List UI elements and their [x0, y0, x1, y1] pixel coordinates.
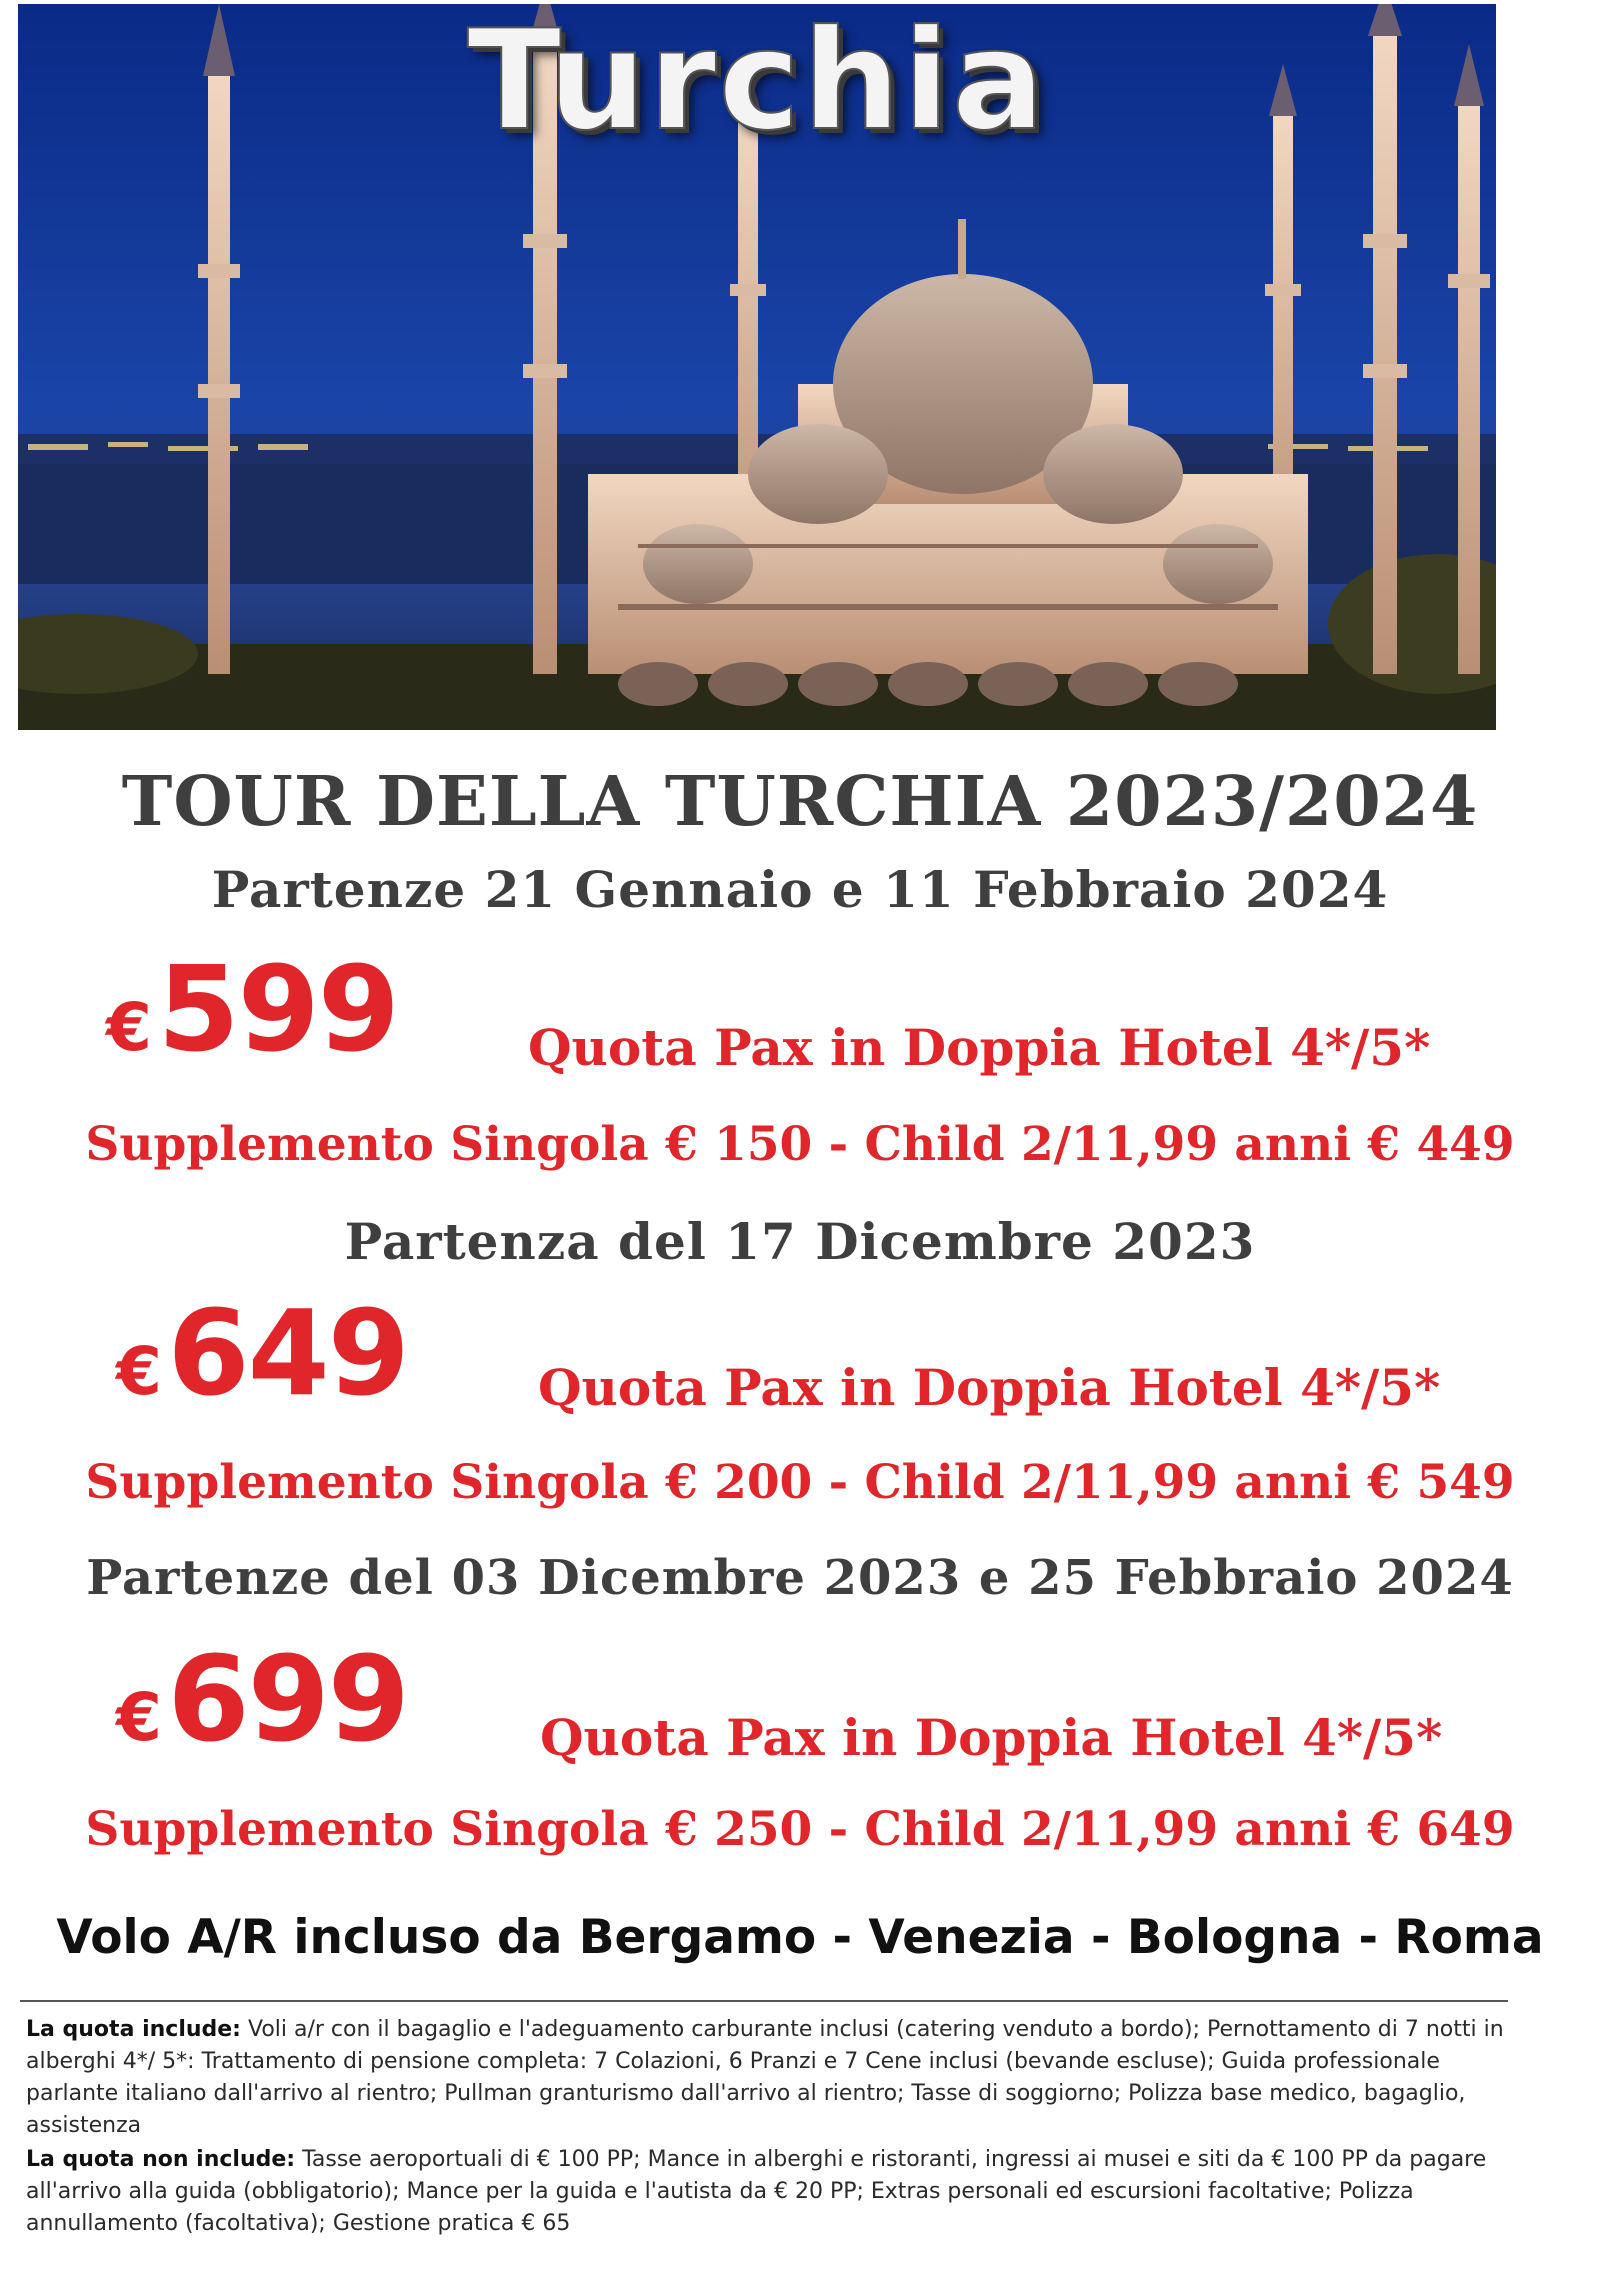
excludes-text: Tasse aeroportuali di € 100 PP; Mance in alberghi e ristoranti, ingressi ai musei e siti da € 100 PP da pagare all'arrivo alla guida (obbligatorio); Mance per la guida e l'autista da € 20 PP; Extras personali ed escursioni facoltative; Polizza annullamento (facoltativa); Gestione pratica € 65: [26, 2147, 1487, 2236]
excludes-label: La quota non include:: [26, 2147, 296, 2172]
offer-3-price-row: [0, 1630, 1600, 1770]
offer-1-currency: €: [106, 989, 152, 1066]
offer-2-departure: Partenza del 17 Dicembre 2023: [344, 1212, 1256, 1271]
hero-title: Turchia: [467, 4, 1047, 161]
offer-3-price: [116, 1630, 408, 1768]
hero-image: [18, 4, 1496, 730]
offer-1-amount: 599: [157, 940, 398, 1078]
divider: [20, 2000, 1508, 2002]
includes-label: La quota include:: [26, 2017, 241, 2042]
terms-notes: [26, 2014, 1516, 2242]
tour-title: TOUR DELLA TURCHIA 2023/2024: [121, 762, 1479, 842]
includes-paragraph: [26, 2014, 1516, 2142]
offer-3-supplement: Supplemento Singola € 250 - Child 2/11,99 anni € 649: [85, 1802, 1515, 1857]
offer-2-price: [116, 1284, 408, 1422]
offer-2-currency: €: [116, 1333, 162, 1410]
offer-1-price: [106, 940, 398, 1078]
offer-1-departure: Partenze 21 Gennaio e 11 Febbraio 2024: [211, 860, 1389, 919]
offer-2-amount: 649: [167, 1284, 408, 1422]
excludes-paragraph: [26, 2144, 1516, 2240]
offer-1-price-row: [0, 940, 1600, 1080]
offer-1-supplement: Supplemento Singola € 150 - Child 2/11,99 anni € 449: [85, 1117, 1515, 1172]
offer-3-currency: €: [116, 1679, 162, 1756]
offer-2-quota: Quota Pax in Doppia Hotel 4*/5*: [538, 1358, 1441, 1417]
includes-text: Voli a/r con il bagaglio e l'adeguamento carburante inclusi (catering venduto a bordo); Pernottamento di 7 notti in alberghi 4*/ 5*: Trattamento di pensione completa: 7 Colazioni, 6 Pranzi e 7 Cene inclusi (bevande escluse); Guida professionale parlante italiano dall'arrivo al rientro; Pullman granturismo dall'arrivo al rientro; Tasse di soggiorno; Polizza base medico, bagaglio, assistenza: [26, 2017, 1504, 2138]
flight-info: Volo A/R incluso da Bergamo - Venezia - Bologna - Roma: [56, 1910, 1544, 1965]
offer-2-supplement: Supplemento Singola € 200 - Child 2/11,99 anni € 549: [85, 1455, 1515, 1510]
offer-1-quota: Quota Pax in Doppia Hotel 4*/5*: [528, 1018, 1431, 1077]
offer-2-price-row: [0, 1284, 1600, 1424]
offer-3-departure: Partenze del 03 Dicembre 2023 e 25 Febbraio 2024: [86, 1550, 1514, 1606]
offer-3-amount: 699: [167, 1630, 408, 1768]
offer-3-quota: Quota Pax in Doppia Hotel 4*/5*: [540, 1708, 1443, 1767]
